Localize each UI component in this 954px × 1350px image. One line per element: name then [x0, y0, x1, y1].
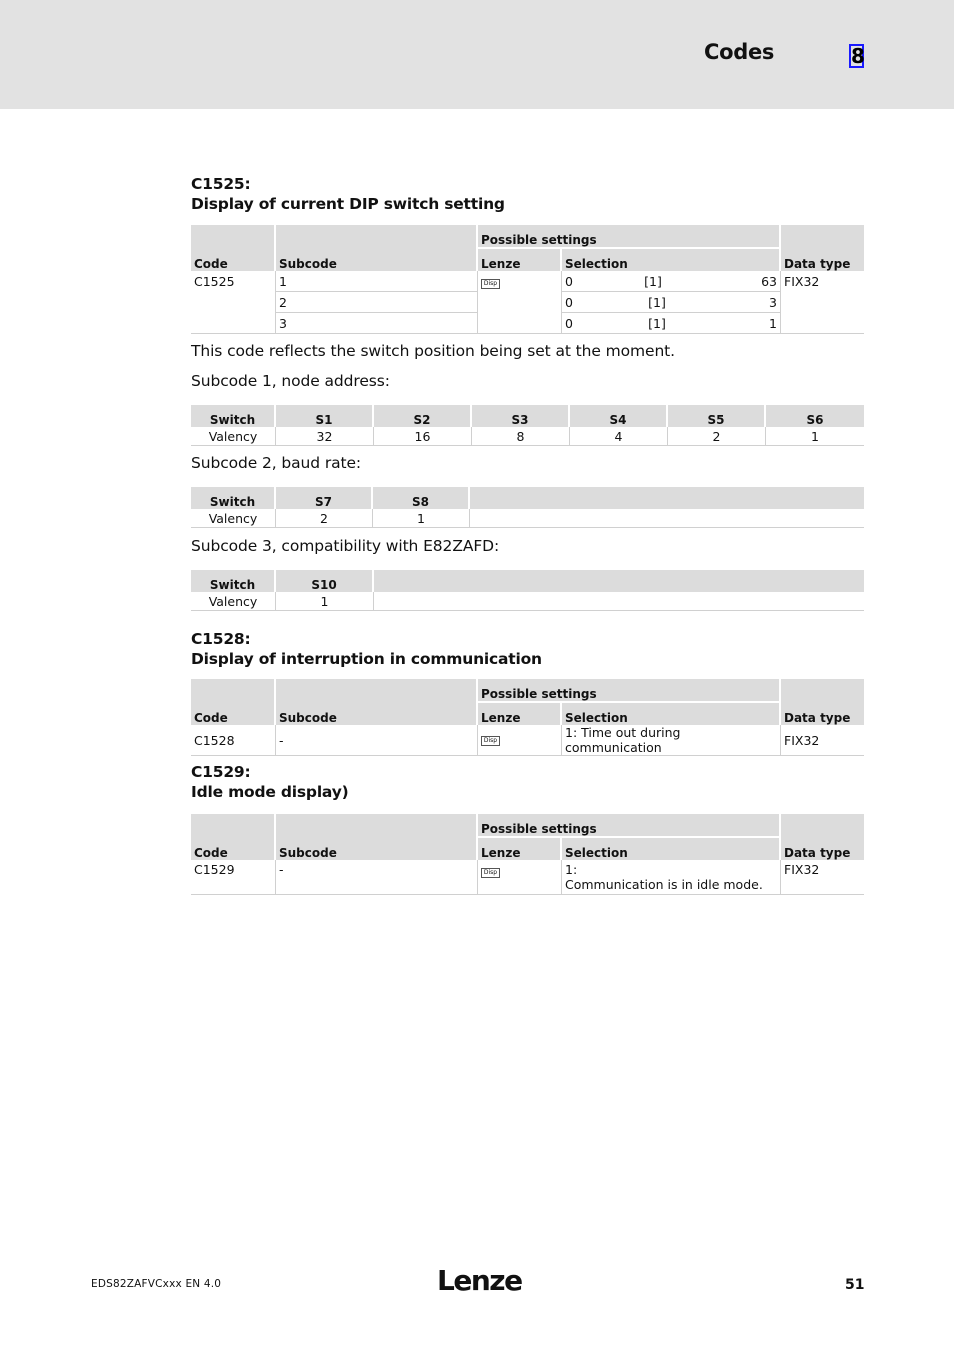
c1525-parameter-table	[191, 225, 864, 334]
datatype-cell: FIX32	[781, 725, 864, 756]
col-lenze-header: Lenze	[478, 703, 562, 725]
selection-max: 3	[769, 294, 777, 310]
chapter-number-link[interactable]: 8	[851, 44, 865, 68]
switch-s4: S4	[570, 405, 668, 427]
selection-min: 0	[565, 273, 573, 289]
subcode-cell: -	[276, 725, 478, 756]
valency-value: 1	[373, 509, 470, 528]
table-row	[191, 592, 864, 611]
col-subcode-header: Subcode	[276, 679, 478, 725]
switch-header: Switch	[191, 405, 276, 427]
valency-label: Valency	[191, 592, 276, 611]
selection-step: [1]	[644, 273, 662, 289]
code-cell: C1528	[191, 725, 276, 756]
subcode-cell: 1	[276, 271, 478, 292]
switch-header: Switch	[191, 570, 276, 592]
c1528-parameter-table	[191, 679, 864, 756]
subcode2-switch-table	[191, 487, 864, 528]
switch-s6: S6	[766, 405, 864, 427]
selection-max: 63	[761, 273, 777, 289]
datatype-cell: FIX32	[781, 860, 864, 895]
valency-value: 32	[276, 427, 374, 446]
empty-header	[470, 487, 864, 509]
c1525-heading	[191, 174, 505, 214]
selection-cell: 1: Time out during communication	[562, 725, 781, 756]
selection-min: 0	[565, 294, 573, 310]
col-selection-header: Selection	[562, 703, 781, 725]
page-number: 51	[845, 1277, 865, 1293]
selection-step: [1]	[648, 315, 666, 331]
valency-value: 2	[668, 427, 766, 446]
subcode2-label: Subcode 2, baud rate:	[191, 454, 362, 472]
empty-cell	[374, 592, 864, 611]
document-id: EDS82ZAFVCxxx EN 4.0	[91, 1278, 222, 1290]
col-selection-header: Selection	[562, 249, 781, 271]
col-datatype-header: Data type	[781, 225, 864, 271]
selection-cell	[562, 292, 781, 313]
col-possible-settings-header: Possible settings	[478, 679, 781, 703]
valency-value: 16	[374, 427, 472, 446]
c1525-description: This code reflects the switch position being set at the moment.	[191, 342, 675, 360]
c1529-heading-code: C1529:	[191, 763, 251, 781]
selection-max: 1	[769, 315, 777, 331]
valency-value: 1	[276, 592, 374, 611]
switch-s3: S3	[472, 405, 570, 427]
col-possible-settings-header: Possible settings	[478, 225, 781, 249]
c1529-parameter-table	[191, 814, 864, 895]
selection-cell	[562, 313, 781, 334]
subcode3-label: Subcode 3, compatibility with E82ZAFD:	[191, 537, 500, 555]
valency-value: 2	[276, 509, 373, 528]
subcode-cell: 2	[276, 292, 478, 313]
c1528-heading	[191, 629, 542, 669]
col-subcode-header: Subcode	[276, 225, 478, 271]
empty-header	[374, 570, 864, 592]
table-row	[191, 271, 864, 292]
datatype-cell: FIX32	[781, 271, 864, 334]
table-row	[191, 860, 864, 895]
table-row	[191, 509, 864, 528]
code-cell: C1525	[191, 271, 276, 334]
switch-s7: S7	[276, 487, 373, 509]
subcode-cell: -	[276, 860, 478, 895]
empty-cell	[470, 509, 864, 528]
col-code-header: Code	[191, 679, 276, 725]
col-subcode-header: Subcode	[276, 814, 478, 860]
selection-line-2: Communication is in idle mode.	[565, 877, 763, 892]
col-code-header: Code	[191, 814, 276, 860]
subcode1-switch-table	[191, 405, 864, 446]
table-row	[191, 427, 864, 446]
display-only-icon: Disp	[481, 868, 500, 878]
lenze-logo: Lenze	[437, 1264, 522, 1297]
col-datatype-header: Data type	[781, 679, 864, 725]
subcode3-switch-table	[191, 570, 864, 611]
display-only-icon: Disp	[481, 279, 500, 289]
col-code-header: Code	[191, 225, 276, 271]
lenze-cell	[478, 860, 562, 895]
valency-label: Valency	[191, 509, 276, 528]
subcode1-label: Subcode 1, node address:	[191, 372, 390, 390]
switch-s1: S1	[276, 405, 374, 427]
col-selection-header: Selection	[562, 838, 781, 860]
col-lenze-header: Lenze	[478, 249, 562, 271]
selection-min: 0	[565, 315, 573, 331]
valency-label: Valency	[191, 427, 276, 446]
display-only-icon: Disp	[481, 736, 500, 746]
subcode-cell: 3	[276, 313, 478, 334]
switch-header: Switch	[191, 487, 276, 509]
c1529-heading	[191, 762, 349, 802]
col-lenze-header: Lenze	[478, 838, 562, 860]
c1525-heading-text: Display of current DIP switch setting	[191, 195, 505, 213]
col-possible-settings-header: Possible settings	[478, 814, 781, 838]
valency-value: 8	[472, 427, 570, 446]
c1529-heading-text: Idle mode display)	[191, 783, 349, 801]
selection-line-1: 1:	[565, 862, 578, 877]
code-cell: C1529	[191, 860, 276, 895]
selection-cell	[562, 860, 781, 895]
switch-s5: S5	[668, 405, 766, 427]
header-band	[0, 0, 954, 109]
lenze-cell	[478, 271, 562, 334]
c1528-heading-code: C1528:	[191, 630, 251, 648]
switch-s8: S8	[373, 487, 470, 509]
c1525-heading-code: C1525:	[191, 175, 251, 193]
selection-cell	[562, 271, 781, 292]
valency-value: 1	[766, 427, 864, 446]
table-row	[191, 725, 864, 756]
page-header-title: Codes	[704, 40, 775, 64]
switch-s10: S10	[276, 570, 374, 592]
c1528-heading-text: Display of interruption in communication	[191, 650, 542, 668]
col-datatype-header: Data type	[781, 814, 864, 860]
valency-value: 4	[570, 427, 668, 446]
selection-step: [1]	[648, 294, 666, 310]
lenze-cell	[478, 725, 562, 756]
switch-s2: S2	[374, 405, 472, 427]
